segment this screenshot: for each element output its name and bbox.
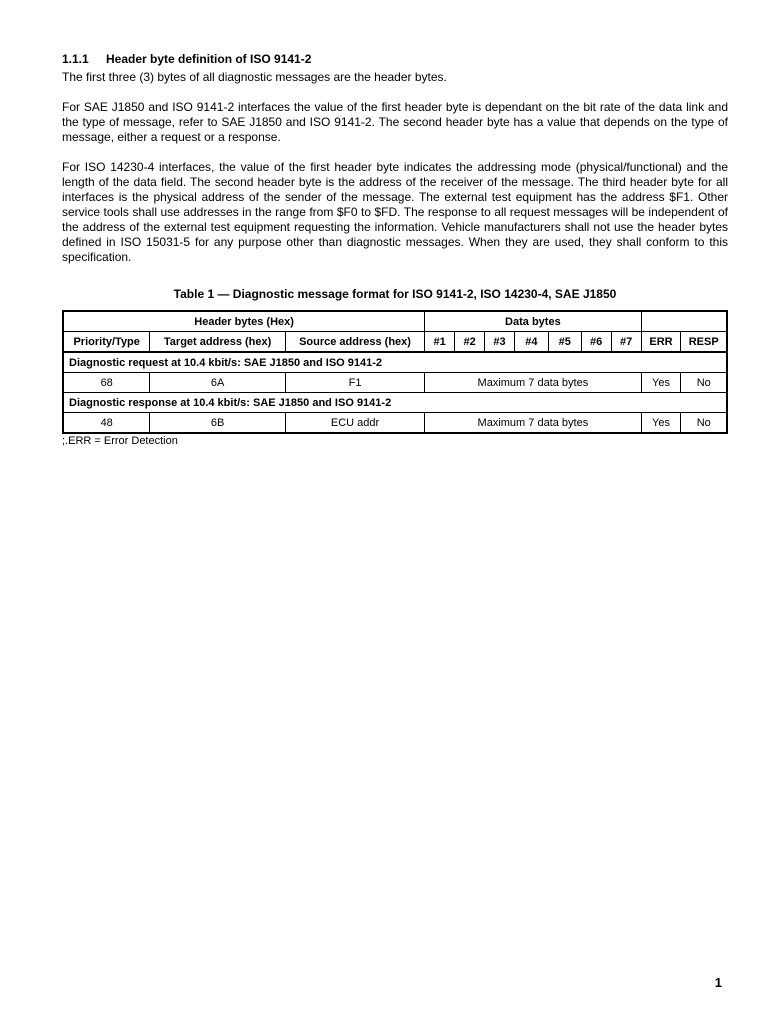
section-number: 1.1.1: [62, 52, 89, 66]
table-row: [63, 373, 727, 393]
cell-source: F1: [285, 373, 424, 393]
table-section-row: [63, 393, 727, 413]
column-header: #4: [514, 332, 548, 353]
paragraph-intro: The first three (3) bytes of all diagnostic messages are the header bytes.: [62, 70, 447, 84]
column-header: RESP: [681, 332, 727, 353]
empty-group-header: [641, 311, 727, 332]
section-title-response: Diagnostic response at 10.4 kbit/s: SAE J1850 and ISO 9141-2: [63, 393, 727, 413]
column-header: Source address (hex): [285, 332, 424, 353]
column-header: #3: [485, 332, 515, 353]
cell-resp: No: [681, 373, 727, 393]
column-header: #5: [548, 332, 581, 353]
cell-data: Maximum 7 data bytes: [425, 373, 641, 393]
cell-target: 6A: [150, 373, 285, 393]
column-header: Priority/Type: [63, 332, 150, 353]
column-header: #6: [581, 332, 611, 353]
cell-resp: No: [681, 413, 727, 434]
column-header: Target address (hex): [150, 332, 285, 353]
section-heading: [62, 52, 728, 66]
cell-err: Yes: [641, 373, 681, 393]
header-bytes-group: Header bytes (Hex): [63, 311, 425, 332]
cell-data: Maximum 7 data bytes: [425, 413, 641, 434]
table-group-header-row: [63, 311, 727, 332]
paragraph-j1850: For SAE J1850 and ISO 9141-2 interfaces the value of the first header byte is dependant on the bit rate of the data link and the type of message, refer to SAE J1850 and ISO 9141-2. The second header byte has a value that depends on the type of message, either a request or a response.: [62, 100, 728, 144]
table-section-row: [63, 352, 727, 373]
table-caption: Table 1 — Diagnostic message format for ISO 9141-2, ISO 14230-4, SAE J1850: [173, 287, 617, 301]
cell-priority: 48: [63, 413, 150, 434]
table-column-header-row: [63, 332, 727, 353]
column-header: #2: [455, 332, 485, 353]
page-number: 1: [714, 975, 722, 990]
cell-priority: 68: [63, 373, 150, 393]
diagnostic-message-table: [62, 310, 728, 434]
column-header: ERR: [641, 332, 681, 353]
document-page: [62, 52, 728, 447]
section-title: Header byte definition of ISO 9141-2: [106, 52, 312, 66]
column-header: #7: [611, 332, 641, 353]
paragraph-iso14230: For ISO 14230-4 interfaces, the value of the first header byte indicates the addressing mode (physical/functional) and the length of the data field. The second header byte is the address of the receiver of the message. The third header byte for all interfaces is the physical address of the sender of the message. The external test equipment has the address $F1. Other service tools shall use addresses in the range from $F0 to $FD. The response to all request messages will be independent of the address of the external test equipment requesting the information. Vehicle manufacturers shall not use the header bytes defined in ISO 15031-5 for any purpose other than diagnostic messages. When they are used, they shall conform to this specification.: [62, 160, 728, 264]
section-title-request: Diagnostic request at 10.4 kbit/s: SAE J1850 and ISO 9141-2: [63, 352, 727, 373]
cell-source: ECU addr: [285, 413, 424, 434]
table-row: [63, 413, 727, 434]
table-footnote: ;.ERR = Error Detection: [62, 435, 178, 447]
data-bytes-group: Data bytes: [425, 311, 641, 332]
column-header: #1: [425, 332, 455, 353]
cell-target: 6B: [150, 413, 285, 434]
cell-err: Yes: [641, 413, 681, 434]
